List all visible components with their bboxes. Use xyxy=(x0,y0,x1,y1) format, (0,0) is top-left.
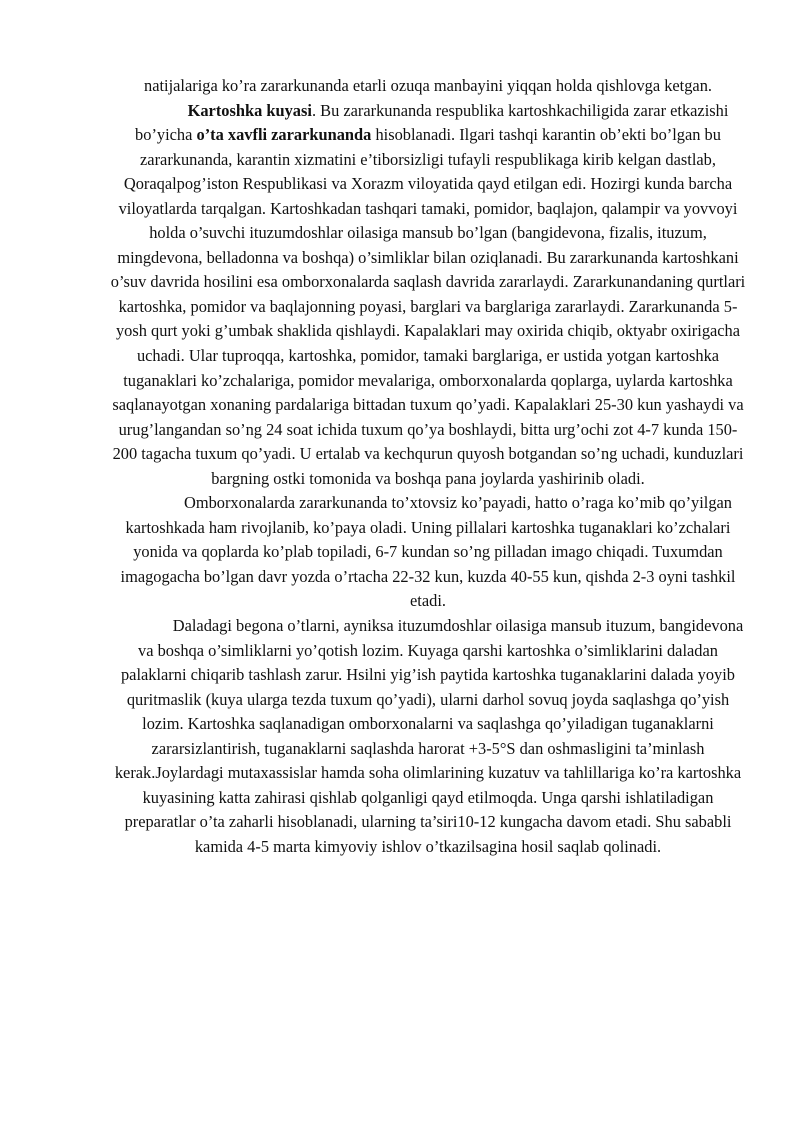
paragraph-control-measures xyxy=(110,614,746,859)
document-page xyxy=(110,74,746,860)
paragraph-potato-moth xyxy=(110,99,746,492)
emphasis-dangerous-pest: o’ta xavfli zararkunanda xyxy=(196,125,372,145)
paragraph-text: . Bu zararkunanda respublika kartoshkachiligida zarar etkazishi bo’yicha xyxy=(135,100,729,145)
paragraph-continuation: natijalariga ko’ra zararkunanda etarli ozuqa manbayini yiqqan holda qishlovga ketgan. xyxy=(144,76,712,95)
paragraph-storage xyxy=(110,491,746,614)
paragraph-text: Omborxonalarda zararkunanda to’xtovsiz ko’payadi, hatto o’raga ko’mib qo’yilgan kartoshkada ham rivojlanib, ko’paya oladi. Uning pillalari kartoshka tuganaklari ko’zchalari yonida va qoplarda ko’plab topiladi, 6-7 kundan so’ng pilladan imago chiqadi. Tuxumdan imagogacha bo’lgan davr yozda o’rtacha 22-32 kun, kuzda 40-55 kun, qishda 2-3 oyni tashkil etadi. xyxy=(120,493,736,611)
term-potato-moth: Kartoshka kuyasi xyxy=(187,100,312,120)
paragraph-text: Daladagi begona o’tlarni, ayniksa ituzumdoshlar oilasiga mansub ituzum, bangidevona va boshqa o’simliklarni yo’qotish lozim. Kuyaga qarshi kartoshka o’simliklarini daladan palaklarni chiqarib tashlash zarur. Hsilni yig’ish paytida kartoshka tuganaklarini dalada yoyib quritmaslik (kuya ularga tezda tuxum qo’yadi), ularni darhol sovuq joyda saqlashga qo’yish lozim. Kartoshka saqlanadigan omborxonalarni va saqlashga qo’yiladigan tuganaklarni zararsizlantirish, tuganaklarni saqlashda harorat +3-5°S dan oshmasligini ta’minlash kerak.Joylardagi mutaxassislar hamda soha olimlarining kuzatuv va tahlillariga ko’ra kartoshka kuyasining katta zahirasi qishlab qolganligi qayd etilmoqda. Unga qarshi ishlatiladigan preparatlar o’ta zaharli hisoblanadi, ularning ta’siri10-12 kungacha davom etadi. Shu sababli kamida 4-5 marta kimyoviy ishlov o’tkazilsagina hosil saqlab qolinadi. xyxy=(114,616,744,856)
paragraph-text: hisoblanadi. Ilgari tashqi karantin ob’ekti bo’lgan bu zararkunanda, karantin xizmatini e’tiborsizligi tufayli respublikaga kirib kelgan dastlab, Qoraqalpog’iston Respublikasi va Xorazm viloyatida qayd etilgan edi. Hozirgi kunda barcha viloyatlarda tarqalgan. Kartoshkadan tashqari tamaki, pomidor, baqlajon, qalampir va yovvoyi holda o’suvchi ituzumdoshlar oilasiga mansub bo’lgan (bangidevona, fizalis, ituzum, mingdevona, belladonna va boshqa) o’simliklar bilan oziqlanadi. Bu zararkunanda kartoshkani o’suv davrida hosilini esa omborxonalarda saqlash davrida zararlaydi. Zararkunandaning qurtlari kartoshka, pomidor va baqlajonning poyasi, barglari va barglariga zararlaydi. Zararkunanda 5-yosh qurt yoki g’umbak shaklida qishlaydi. Kapalaklari may oxirida chiqib, oktyabr oxirigacha uchadi. Ular tuproqqa, kartoshka, pomidor, tamaki barglariga, er ustida yotgan kartoshka tuganaklari ko’zchalariga, pomidor mevalariga, omborxonalarda qoplarga, uylarda kartoshka saqlanayotgan xonaning pardalariga bittadan tuxum qo’yadi. Kapalaklari 25-30 kun yashaydi va urug’langandan so’ng 24 soat ichida tuxum qo’ya boshlaydi, bitta urg’ochi zot 4-7 kunda 150-200 tagacha tuxum qo’yadi. U ertalab va kechqurun quyosh botgandan so’ng uchadi, kunduzlari bargning ostki tomonida va boshqa pana joylarda yashirinib oladi. xyxy=(110,125,746,488)
